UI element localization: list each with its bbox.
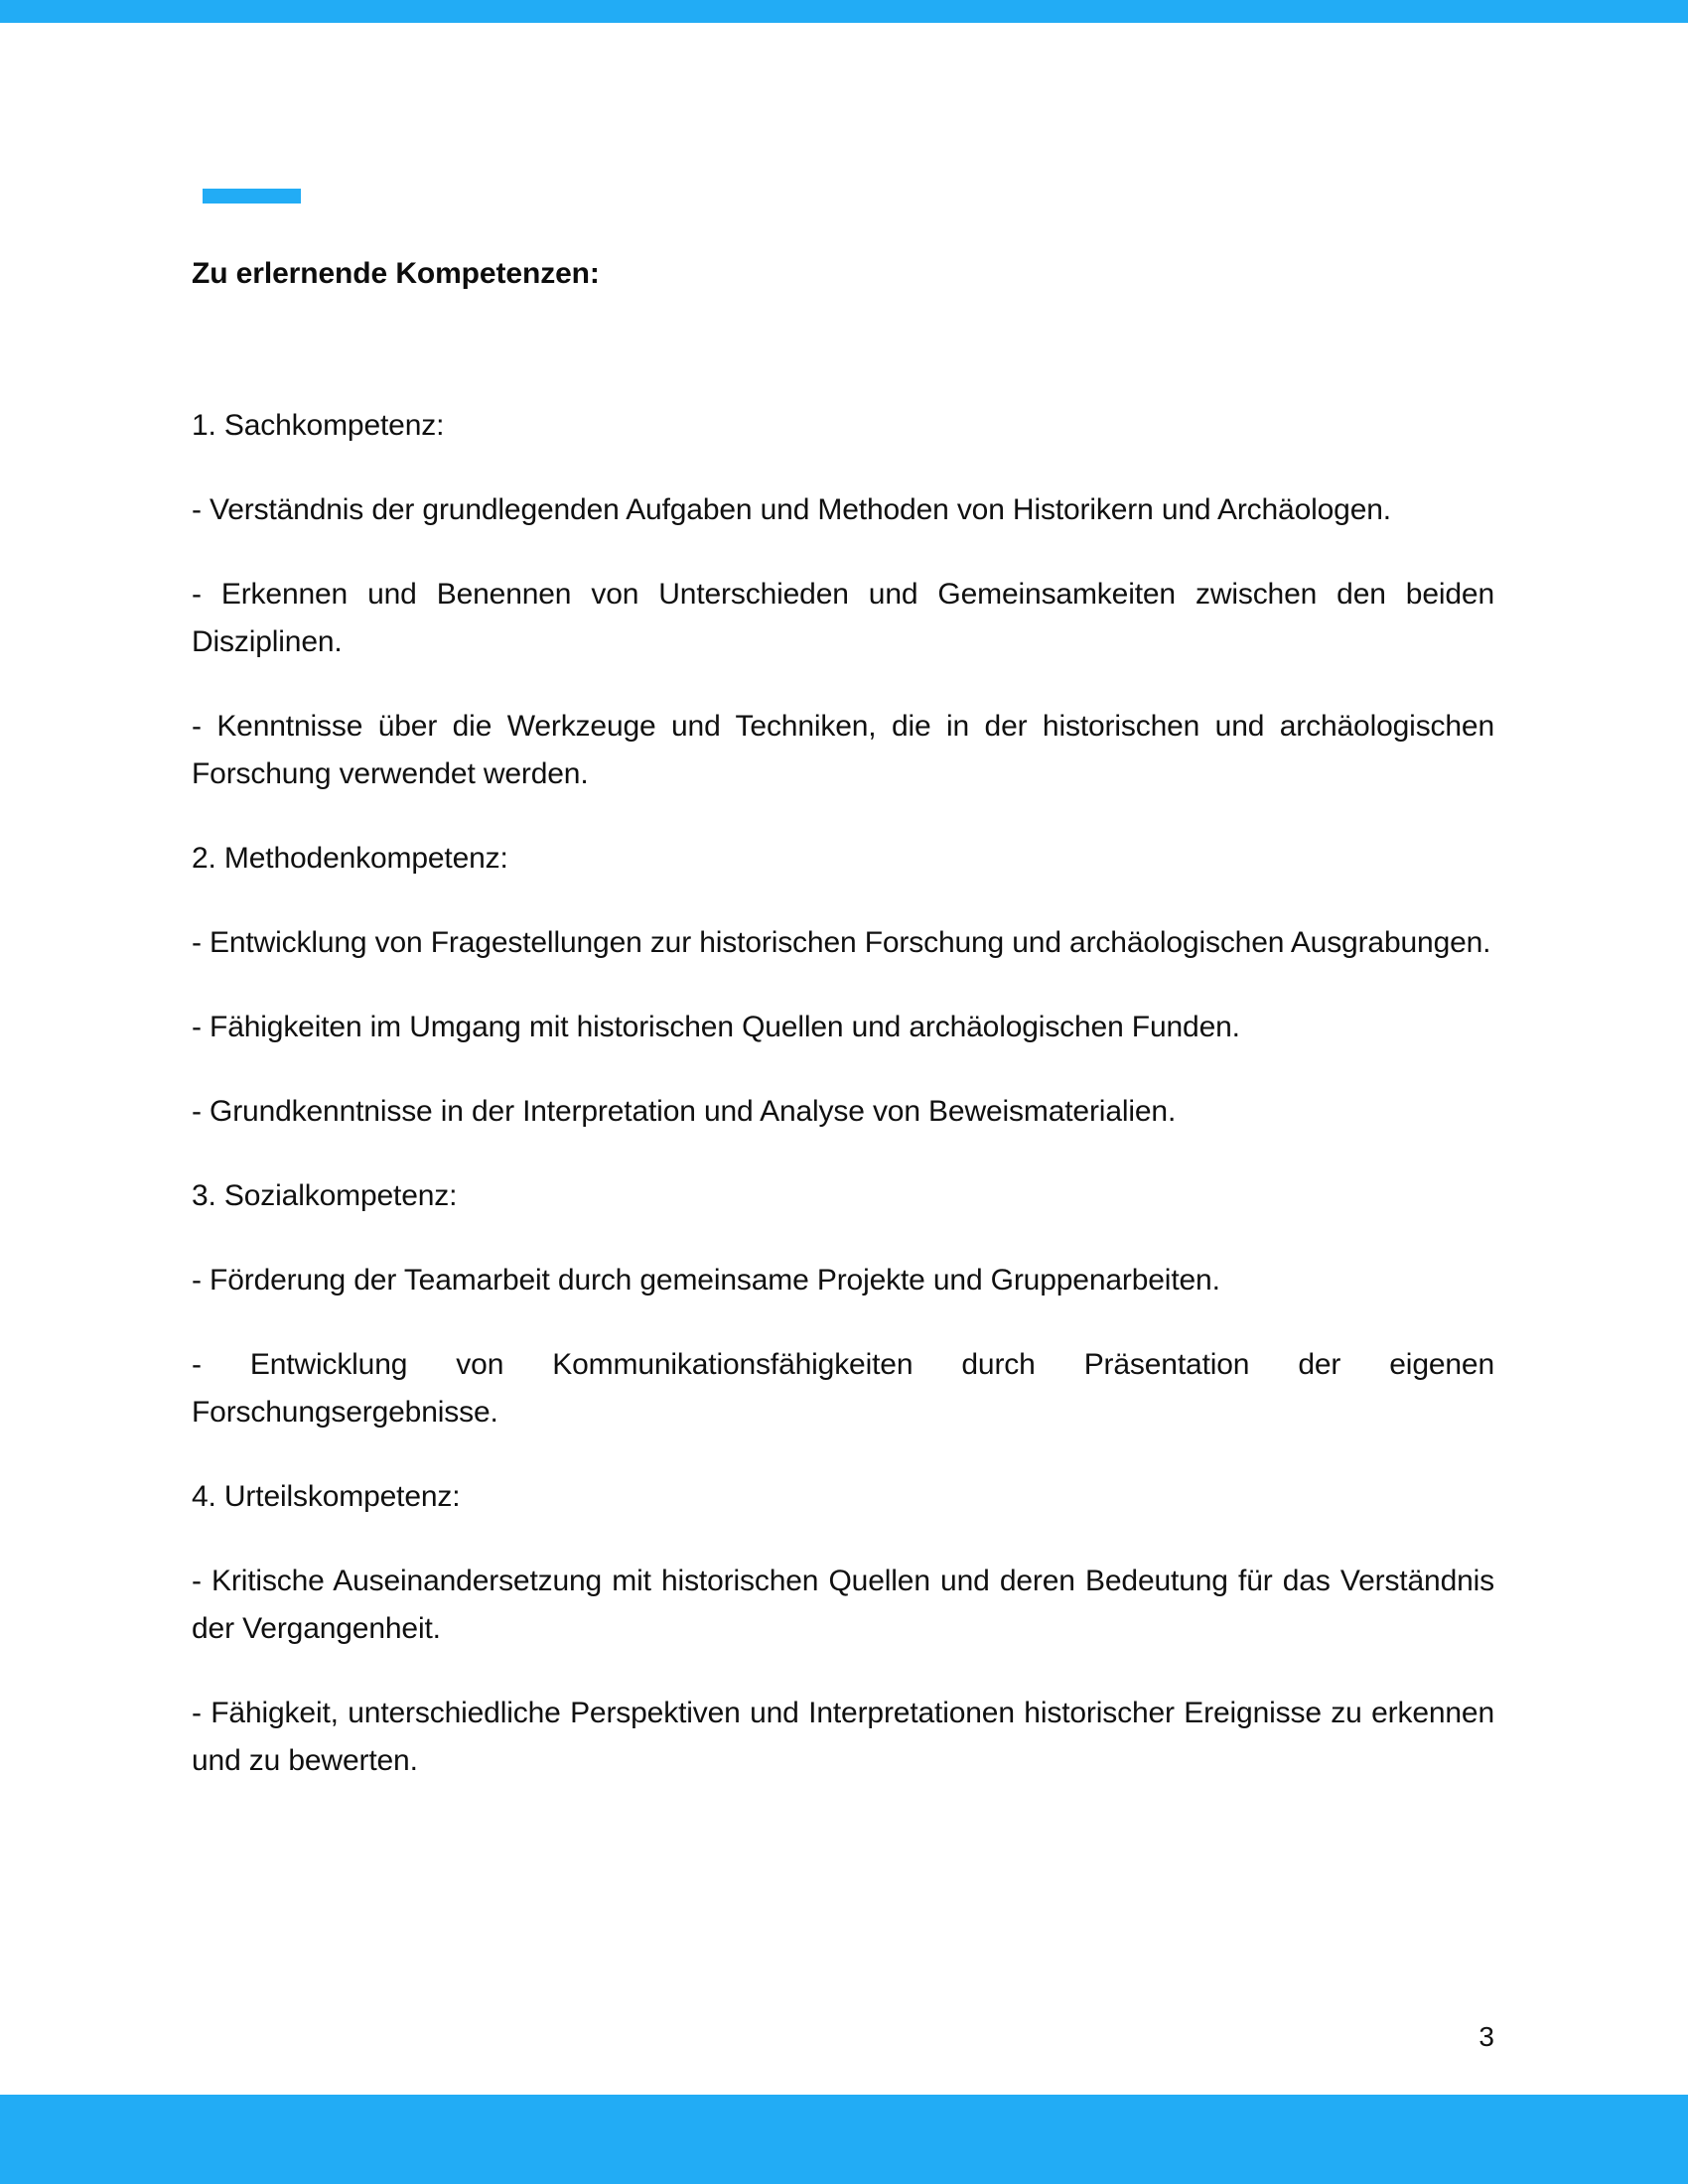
page-number: 3 — [1478, 2021, 1494, 2052]
heading-accent-mark — [203, 189, 301, 204]
section-heading-sozialkompetenz: 3. Sozialkompetenz: — [192, 1179, 458, 1212]
page-title: Zu erlernende Kompetenzen: — [192, 257, 600, 290]
list-item: - Fähigkeiten im Umgang mit historischen Quellen und archäologischen Funden. — [192, 1011, 1240, 1043]
list-item: - Kenntnisse über die Werkzeuge und Techniken, die in der historischen und archäologischen Forschung verwendet werden. — [192, 710, 1494, 790]
section-heading-methodenkompetenz: 2. Methodenkompetenz: — [192, 842, 508, 875]
top-accent-bar — [0, 0, 1688, 23]
section-heading-urteilskompetenz: 4. Urteilskompetenz: — [192, 1480, 461, 1513]
list-item: - Erkennen und Benennen von Unterschieden und Gemeinsamkeiten zwischen den beiden Disziplinen. — [192, 578, 1494, 658]
list-item: - Förderung der Teamarbeit durch gemeinsame Projekte und Gruppenarbeiten. — [192, 1264, 1220, 1297]
bottom-accent-bar — [0, 2095, 1688, 2184]
list-item: - Fähigkeit, unterschiedliche Perspektiven und Interpretationen historischer Ereignisse zu erkennen und zu bewerten. — [192, 1697, 1494, 1777]
list-item: - Entwicklung von Kommunikationsfähigkeiten durch Präsentation der eigenen Forschungsergebnisse. — [192, 1348, 1494, 1429]
list-item: - Kritische Auseinandersetzung mit historischen Quellen und deren Bedeutung für das Verständnis der Vergangenheit. — [192, 1565, 1494, 1645]
list-item: - Verständnis der grundlegenden Aufgaben und Methoden von Historikern und Archäologen. — [192, 493, 1391, 526]
section-heading-sachkompetenz: 1. Sachkompetenz: — [192, 409, 445, 442]
competency-list — [192, 402, 1494, 1785]
list-item: - Entwicklung von Fragestellungen zur historischen Forschung und archäologischen Ausgrabungen. — [192, 926, 1491, 959]
list-item: - Grundkenntnisse in der Interpretation und Analyse von Beweismaterialien. — [192, 1095, 1177, 1128]
